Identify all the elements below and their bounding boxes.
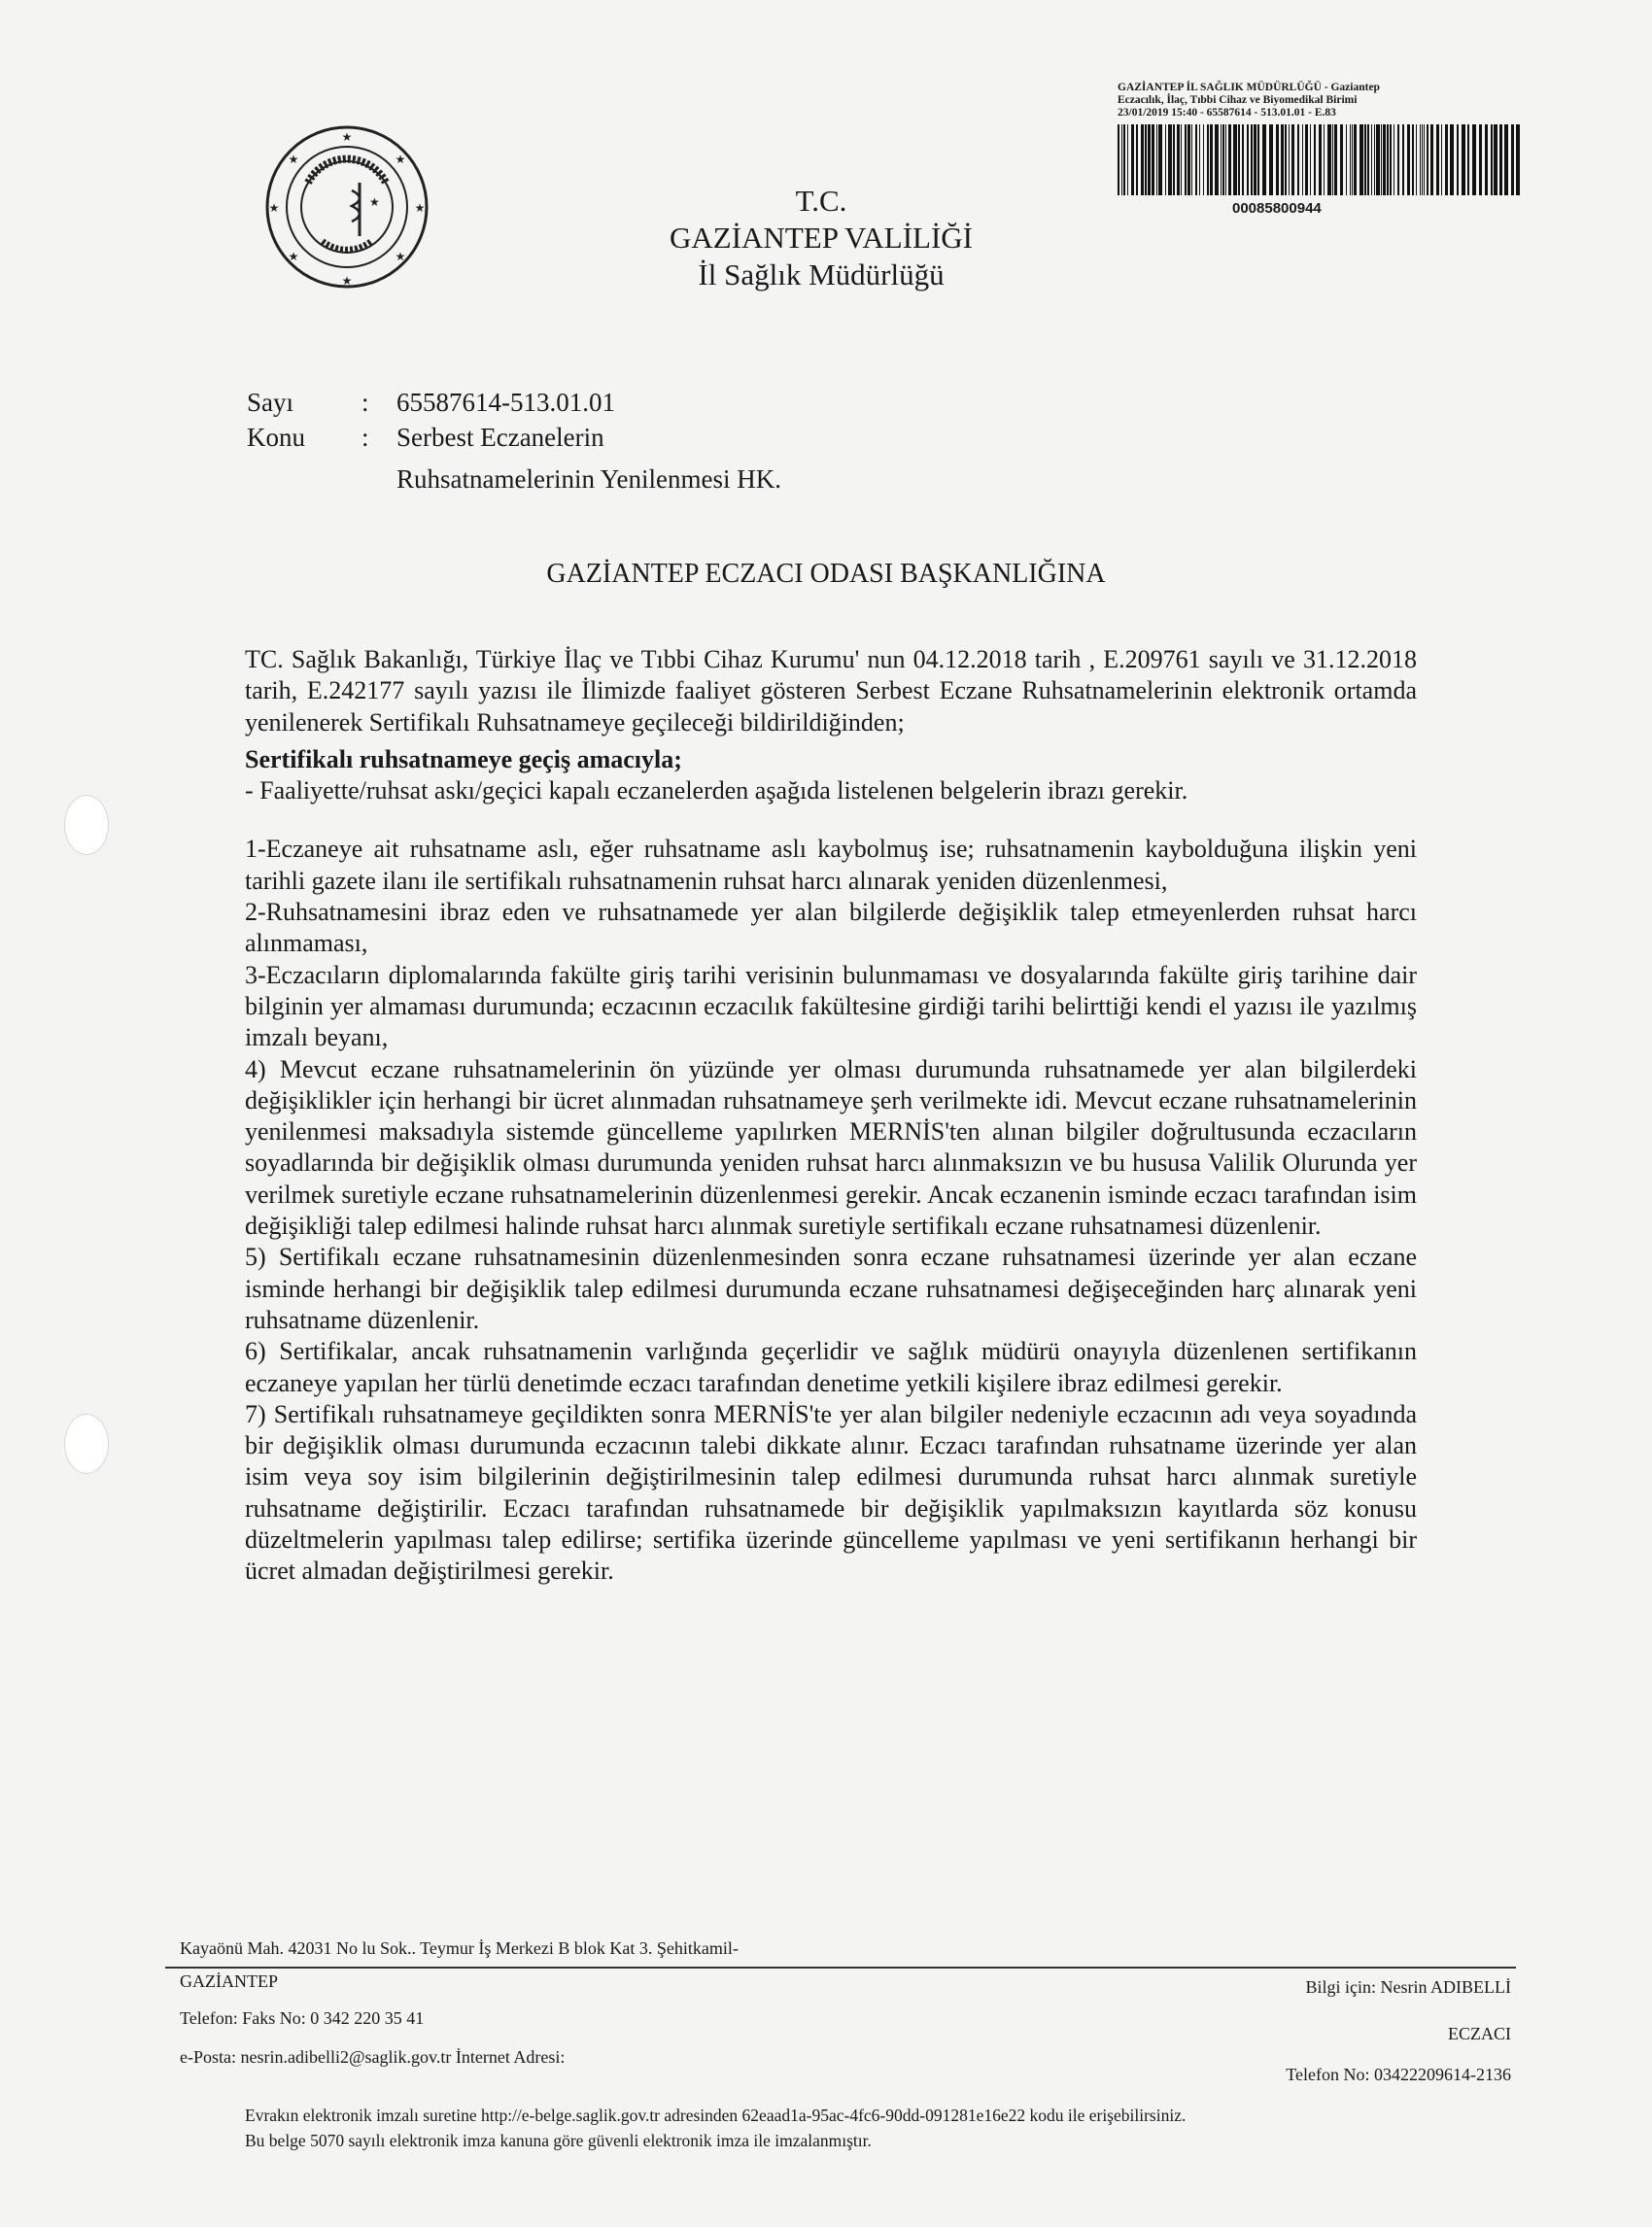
sayi-label: Sayı (247, 388, 294, 417)
stamp-line: 23/01/2019 15:40 - 65587614 - 513.01.01 - E.83 (1118, 107, 1336, 119)
list-item: 2-Ruhsatnamesini ibraz eden ve ruhsatnamede yer alan bilgilerde değişiklik talep etmeyenlerden ruhsat harcı alınmaması, (245, 898, 1417, 958)
footer-email: e-Posta: nesrin.adibelli2@saglik.gov.tr İnternet Adresi: (180, 2047, 566, 2067)
svg-text:★: ★ (288, 250, 299, 263)
document-header (0, 183, 1652, 293)
svg-text:★: ★ (414, 201, 426, 215)
svg-text:★: ★ (395, 250, 406, 263)
svg-text:★: ★ (395, 153, 406, 166)
list-item: 7) Sertifikalı ruhsatnameye geçildikten sonra MERNİS'te yer alan bilgiler nedeniyle eczacının adı veya soyadında bir değişiklik olması durumunda eczacının talebi dikkate alınır. Eczacı tarafından ruhsatname üzerinde yer alan isim veya soy isim bilgilerinin değiştirilmesinin talep edilmesi durumunda ruhsat harcı alınmak suretiyle ruhsatname değiştirilir. Eczacı tarafından ruhsatnamede bir değişiklik yapılmaksızın kayıtlarda söz konusu düzeltmelerin yapılması talep edilirse; sertifika üzerinde güncelleme yapılması ve yeni sertifikanın herhangi bir ücret almadan değiştirilmesi gerekir. (245, 1399, 1417, 1586)
document-meta (247, 385, 1024, 501)
footer-phone: Telefon: Faks No: 0 342 220 35 41 (180, 2008, 425, 2028)
stamp-line: GAZİANTEP İL SAĞLIK MÜDÜRLÜĞÜ - Gaziantep (1118, 82, 1380, 93)
letter-body (245, 644, 1417, 1588)
header-tc: T.C. (795, 184, 847, 218)
svg-text:★: ★ (268, 201, 280, 215)
svg-text:★: ★ (288, 153, 299, 166)
footer-contact-phone: Telefon No: 03422209614-2136 (1286, 2065, 1511, 2084)
address-line1: Kayaönü Mah. 42031 No lu Sok.. Teymur İş Merkezi B blok Kat 3. Şehitkamil- (180, 1938, 739, 1958)
konu-value-line1: Serbest Eczanelerin (396, 423, 604, 452)
footer-contact-title: ECZACI (1448, 2024, 1511, 2043)
addressee: GAZİANTEP ECZACI ODASI BAŞKANLIĞINA (546, 559, 1106, 589)
intro-paragraph: TC. Sağlık Bakanlığı, Türkiye İlaç ve Tıbbi Cihaz Kurumu' nun 04.12.2018 tarih , E.209761 sayılı ve 31.12.2018 tarih, E.242177 sayılı yazısı ile İlimizde faaliyet gösteren Serbest Eczane Ruhsatnamelerinin elektronik ortamda yenilenerek Sertifikalı Ruhsatnameye geçileceği bildirildiğinden; (245, 645, 1417, 737)
footer-verification (245, 2103, 1508, 2153)
konu-row-2 (247, 462, 1024, 497)
header-health-directorate: İl Sağlık Müdürlüğü (698, 257, 945, 291)
punch-hole-top (64, 795, 109, 855)
footer-contact-info: Bilgi için: Nesrin ADIBELLİ (1305, 1977, 1511, 1997)
konu-row (247, 420, 1024, 455)
svg-text:★: ★ (341, 130, 353, 144)
e-signature-note: Bu belge 5070 sayılı elektronik imza kanuna göre güvenli elektronik imza ile imzalanmıştır. (245, 2131, 872, 2150)
list-item: 5) Sertifikalı eczane ruhsatnamesinin düzenlenmesinden sonra eczane ruhsatnamesi üzerinde yer alan eczane isminde herhangi bir değişiklik talep edilmesi durumunda eczane ruhsatnamesi değişeceğinden harç alınarak yeni ruhsatname düzenlenir. (245, 1243, 1417, 1334)
list-item: 4) Mevcut eczane ruhsatnamelerinin ön yüzünde yer olması durumunda ruhsatnamede yer alan bilgilerdeki değişiklikler için herhangi bir ücret alınmadan ruhsatnameye şerh verilmekte idi. Mevcut eczane ruhsatnamelerinin yenilenmesi maksadıyla sistemde güncelleme yapılırken MERNİS'ten alınan bilgiler doğrultusunda eczacıların soyadlarında bir değişiklik olması durumunda yeniden ruhsat harcı alınmaksızın ve bu hususa Valilik Olurunda yer verilmek suretiyle eczane ruhsatnamelerinin düzenlenmesi gerekir. Ancak eczanenin isminde eczacı tarafından isim değişikliği talep edilmesi halinde ruhsat harcı alınmak suretiyle sertifikalı eczane ruhsatnamesi düzenlenir. (245, 1054, 1417, 1241)
sayi-colon: : (361, 388, 369, 417)
lead-paragraph: - Faaliyette/ruhsat askı/geçici kapalı eczanelerden aşağıda listelenen belgelerin ibrazı gerekir. (245, 776, 1188, 805)
svg-text:★: ★ (341, 274, 353, 288)
sayi-row (247, 385, 1024, 420)
konu-value-line2: Ruhsatnamelerinin Yenilenmesi HK. (396, 464, 781, 494)
electronic-stamp (1118, 82, 1526, 120)
section-heading: Sertifikalı ruhsatnameye geçiş amacıyla; (245, 744, 682, 773)
konu-label: Konu (247, 423, 305, 452)
list-item: 3-Eczacıların diplomalarında fakülte giriş tarihi verisinin bulunmaması ve dosyalarında fakülte giriş tarihine dair bilginin yer almaması durumunda; eczacının eczacılık fakültesine girdiği tarihi belirttiği kendi el yazısı ile yazılmış imzalı beyanı, (245, 960, 1417, 1052)
list-item: 1-Eczaneye ait ruhsatname aslı, eğer ruhsatname aslı kaybolmuş ise; ruhsatnamenin kaybolduğuna ilişkin yeni tarihli gazete ilanı ile sertifikalı ruhsatnamenin ruhsat harcı alınarak yeniden düzenlenmesi, (245, 835, 1417, 895)
header-governorship: GAZİANTEP VALİLİĞİ (670, 221, 973, 255)
stamp-line: Eczacılık, İlaç, Tıbbi Cihaz ve Biyomedikal Birimi (1118, 94, 1358, 106)
list-item: 6) Sertifikalar, ancak ruhsatnamenin varlığında geçerlidir ve sağlık müdürü onayıyla düzenlenen sertifikanın eczaneye yapılan her türlü denetimde eczacı tarafından denetime yetkili kişilere ibraz edilmesi gerekir. (245, 1337, 1417, 1397)
verification-link-text: Evrakın elektronik imzalı suretine http://e-belge.saglik.gov.tr adresinden 62eaad1a-95ac-4fc6-90dd-091281e16e22 kodu ile erişebilirsiniz. (245, 2106, 1187, 2125)
barcode-number: 00085800944 (1232, 200, 1322, 217)
svg-text:★: ★ (369, 195, 380, 209)
footer-address (180, 1936, 957, 2070)
konu-colon: : (361, 423, 369, 452)
address-line2: GAZİANTEP (180, 1971, 278, 1991)
sayi-value: 65587614-513.01.01 (396, 388, 615, 417)
punch-hole-bottom (64, 1414, 109, 1474)
